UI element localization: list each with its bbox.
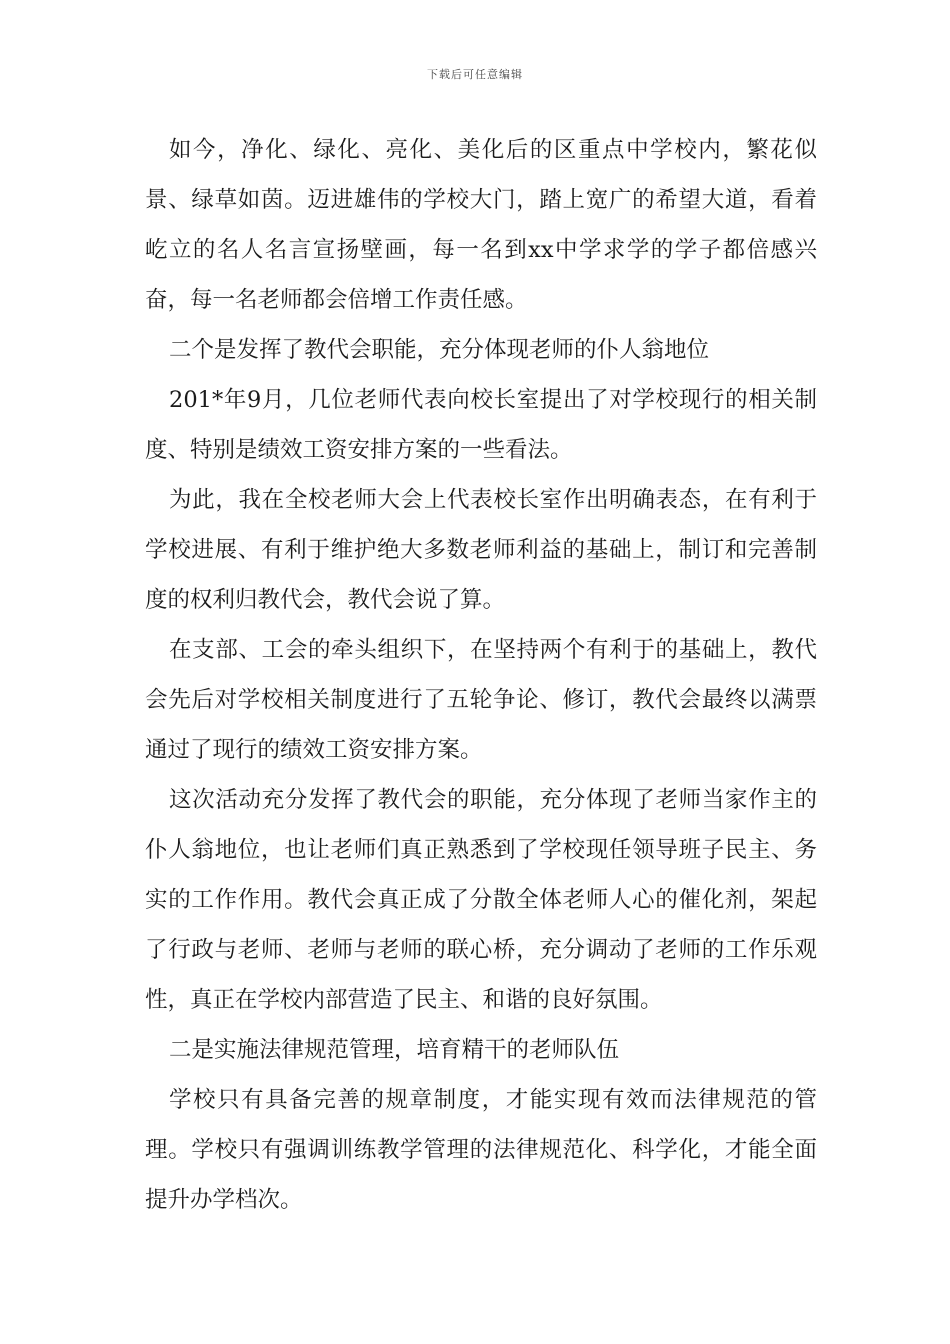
- document-body: [145, 125, 817, 1225]
- paragraph-3: 为此，我在全校老师大会上代表校长室作出明确表态，在有利于学校进展、有利于维护绝大多数老师利益的基础上，制订和完善制度的权利归教代会，教代会说了算。: [145, 487, 817, 613]
- paragraph-2: 201*年9月，几位老师代表向校长室提出了对学校现行的相关制度、特别是绩效工资安排方案的一些看法。: [145, 387, 817, 463]
- paragraph-6: 学校只有具备完善的规章制度，才能实现有效而法律规范的管理。学校只有强调训练教学管理的法律规范化、科学化，才能全面提升办学档次。: [145, 1087, 817, 1213]
- paragraph-5: 这次活动充分发挥了教代会的职能，充分体现了老师当家作主的仆人翁地位，也让老师们真正熟悉到了学校现任领导班子民主、务实的工作作用。教代会真正成了分散全体老师人心的催化剂，架起了行政与老师、老师与老师的联心桥，充分调动了老师的工作乐观性，真正在学校内部营造了民主、和谐的良好氛围。: [145, 787, 817, 1013]
- section-heading-1: 二个是发挥了教代会职能，充分体现老师的仆人翁地位: [169, 337, 710, 363]
- section-heading-2: 二是实施法律规范管理，培育精干的老师队伍: [169, 1037, 620, 1063]
- paragraph-1: 如今，净化、绿化、亮化、美化后的区重点中学校内，繁花似景、绿草如茵。迈进雄伟的学校大门，踏上宽广的希望大道，看着屹立的名人名言宣扬壁画，每一名到xx中学求学的学子都倍感兴奋，每一名老师都会倍增工作责任感。: [145, 137, 817, 313]
- page-header: 下载后可任意编辑: [427, 68, 523, 81]
- paragraph-4: 在支部、工会的牵头组织下，在坚持两个有利于的基础上，教代会先后对学校相关制度进行了五轮争论、修订，教代会最终以满票通过了现行的绩效工资安排方案。: [145, 637, 817, 763]
